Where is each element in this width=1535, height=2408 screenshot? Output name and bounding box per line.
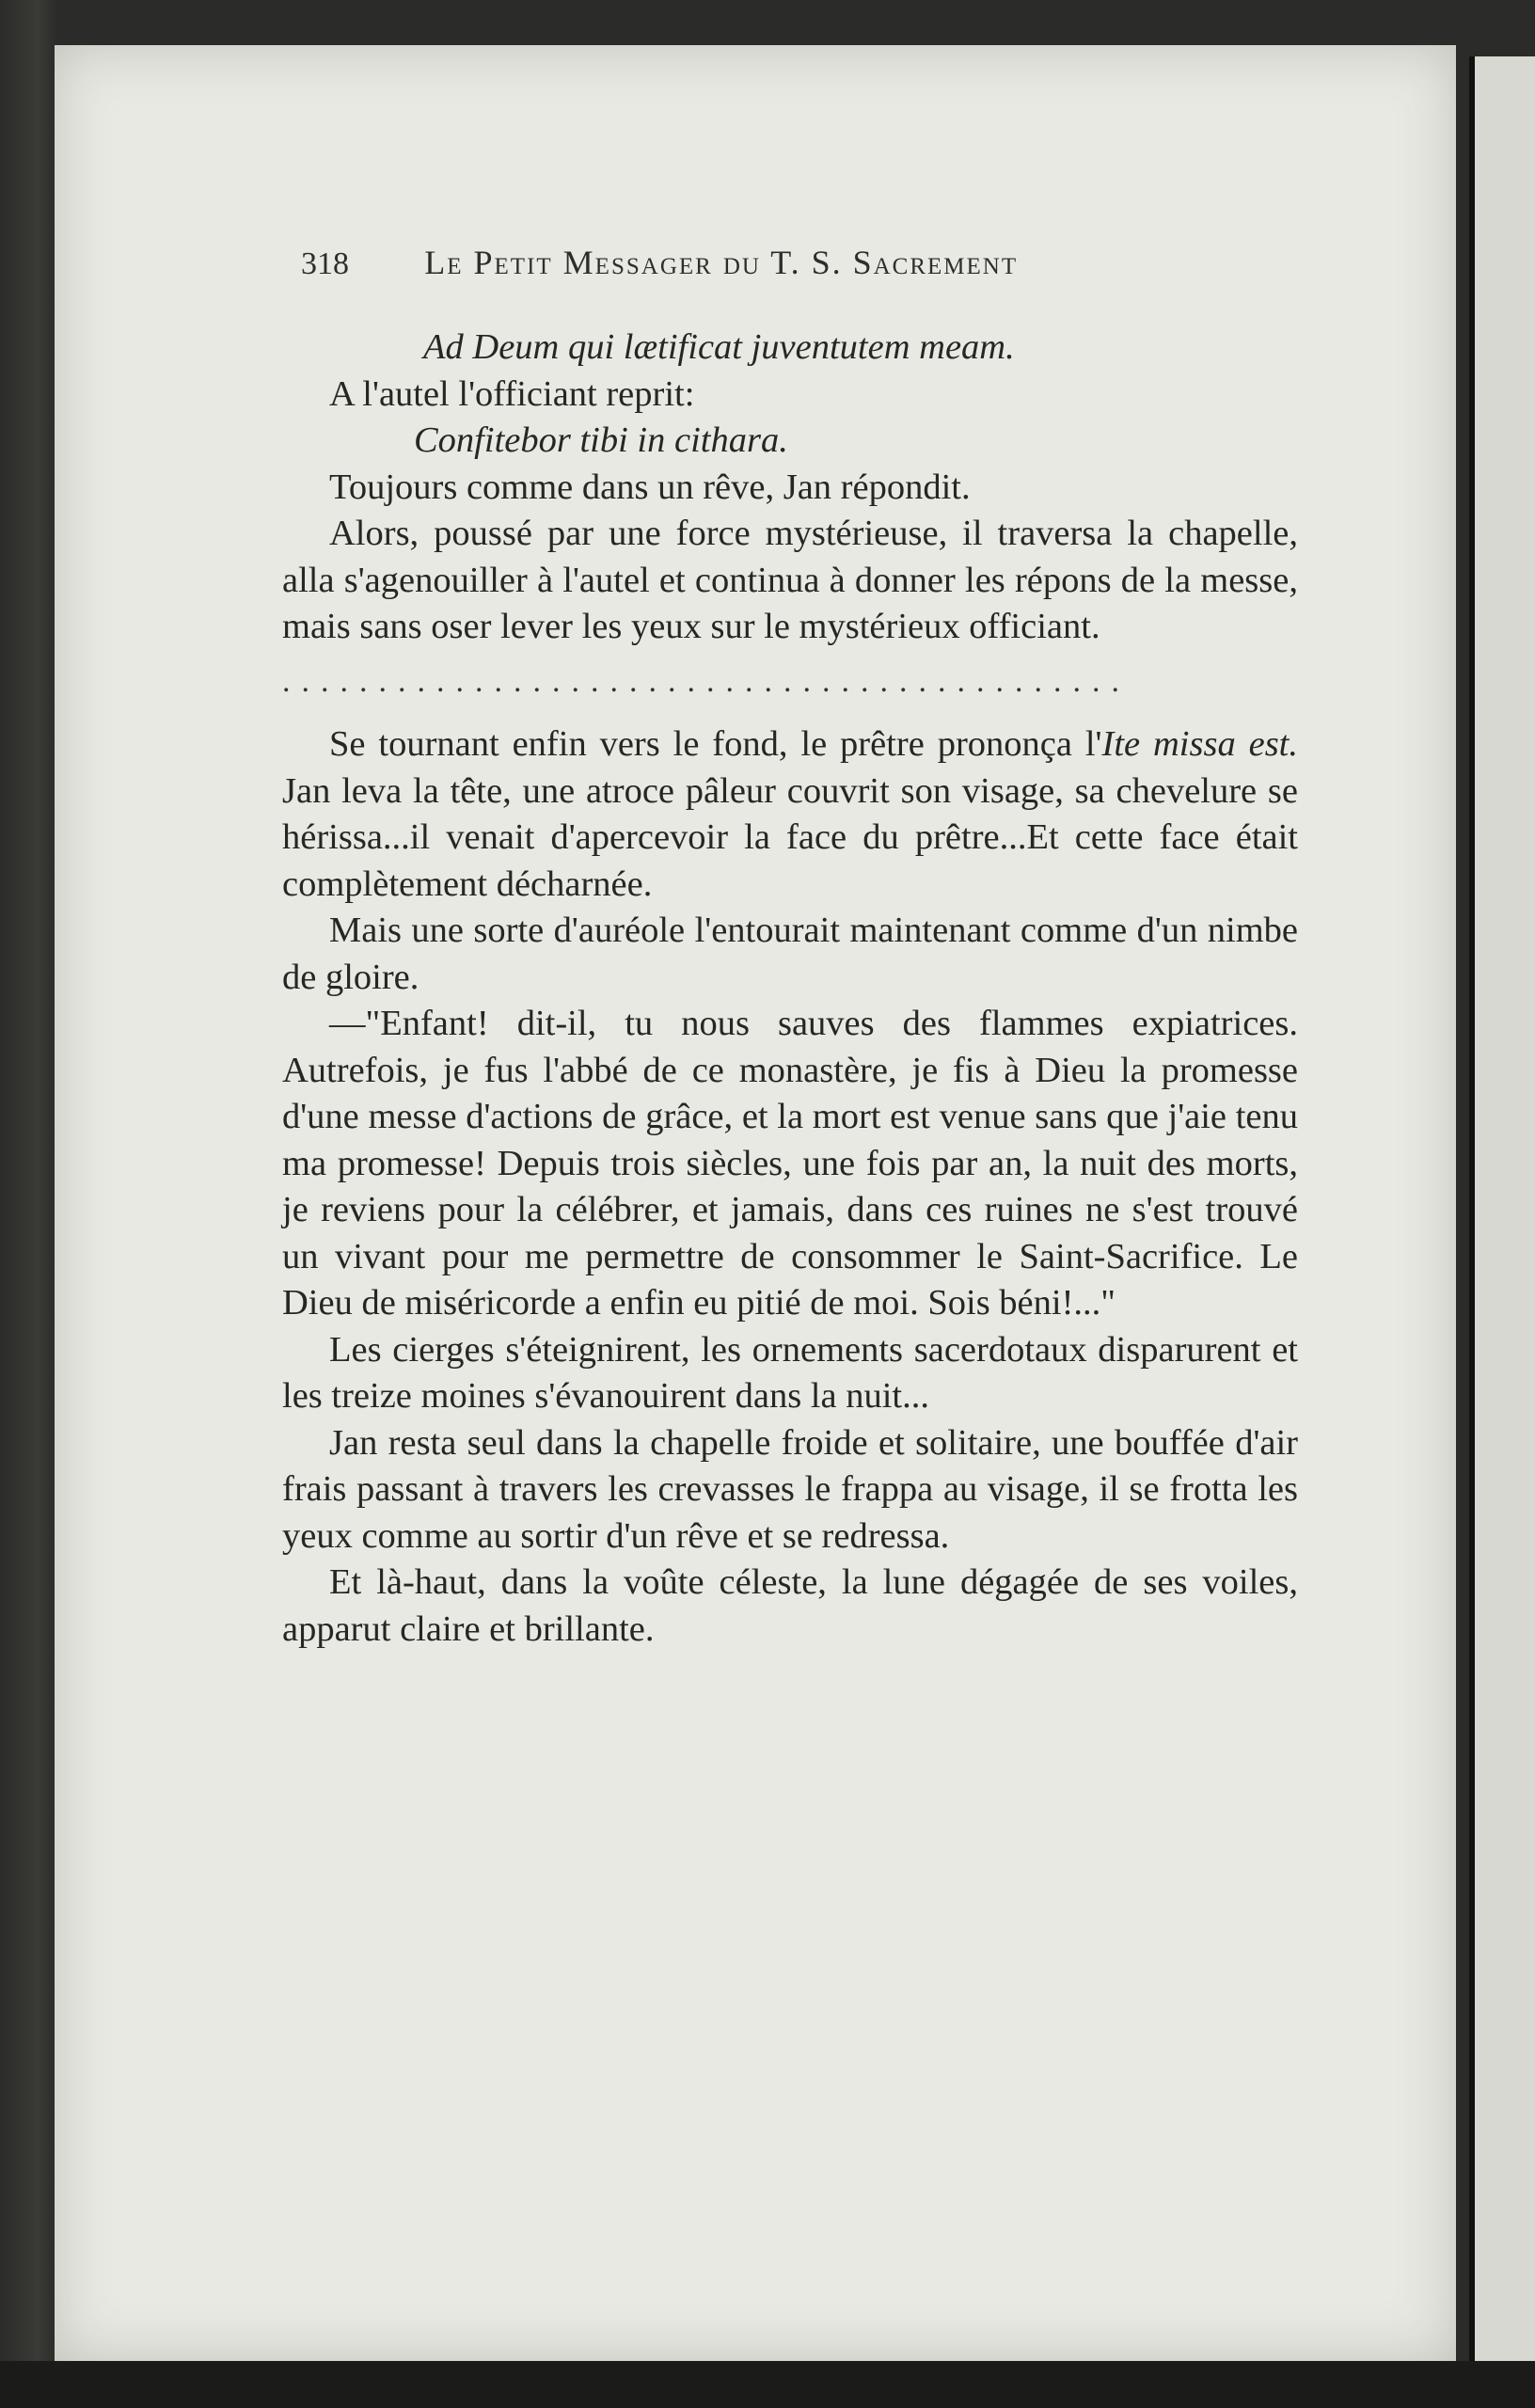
latin-verse: Confitebor tibi in cithara. [414,420,788,460]
paragraph: Jan resta seul dans la chapelle froide et solitaire, une bouffée d'air frais passant à travers les crevasses le frappa au visage, il se frotta les yeux comme au sortir d'un rêve et se redressa. [282,1422,1298,1556]
running-title: Le Petit Messager du T. S. Sacrement [424,244,1019,281]
paragraph-text: Jan leva la tête, une atroce pâleur couvrit son visage, sa chevelure se hérissa...il venait d'apercevoir la face du prêtre...Et cette face était complètement décharnée. [282,770,1298,904]
paragraph: —"Enfant! dit-il, tu nous sauves des flammes expiatrices. Autrefois, je fus l'abbé de ce monastère, je fis à Dieu la promesse d'une messe d'actions de grâce, et la mort est venue sans que j'aie tenu ma promesse! Depuis trois siècles, une fois par an, la nuit des morts, je reviens pour la célébrer, et jamais, dans ces ruines ne s'est trouvé un vivant pour me permettre de consommer le Saint-Sacrifice. Le Dieu de miséricorde a enfin eu pitié de moi. Sois béni!..." [282,1004,1298,1323]
paragraph-text: Se tournant enfin vers le fond, le prêtre prononça l' [329,724,1102,764]
paragraph: Et là-haut, dans la voûte céleste, la lune dégagée de ses voiles, apparut claire et brillante. [282,1562,1298,1649]
paragraph: Les cierges s'éteignirent, les ornements sacerdotaux disparurent et les treize moines s'évanouirent dans la nuit... [282,1329,1298,1416]
latin-verse: Ad Deum qui lætificat juventutem meam. [423,327,1015,367]
scan-bottom-edge [0,2361,1535,2408]
paragraph: Alors, poussé par une force mystérieuse, il traversa la chapelle, alla s'agenouiller à l'autel et continua à donner les répons de la messe, mais sans oser lever les yeux sur le mystérieux officiant. [282,514,1298,646]
section-separator: ............................................ [282,663,1131,699]
paragraph [282,721,1298,908]
running-header [301,243,1298,282]
paragraph: A l'autel l'officiant reprit: [329,373,695,414]
latin-phrase: Ite missa est. [1101,724,1298,764]
paragraph: Mais une sorte d'auréole l'entourait maintenant comme d'un nimbe de gloire. [282,911,1298,997]
adjacent-page-edge [1469,56,1535,2361]
page-body [282,325,1298,1653]
paragraph: Toujours comme dans un rêve, Jan répondit. [329,467,971,507]
page-number: 318 [301,246,349,281]
